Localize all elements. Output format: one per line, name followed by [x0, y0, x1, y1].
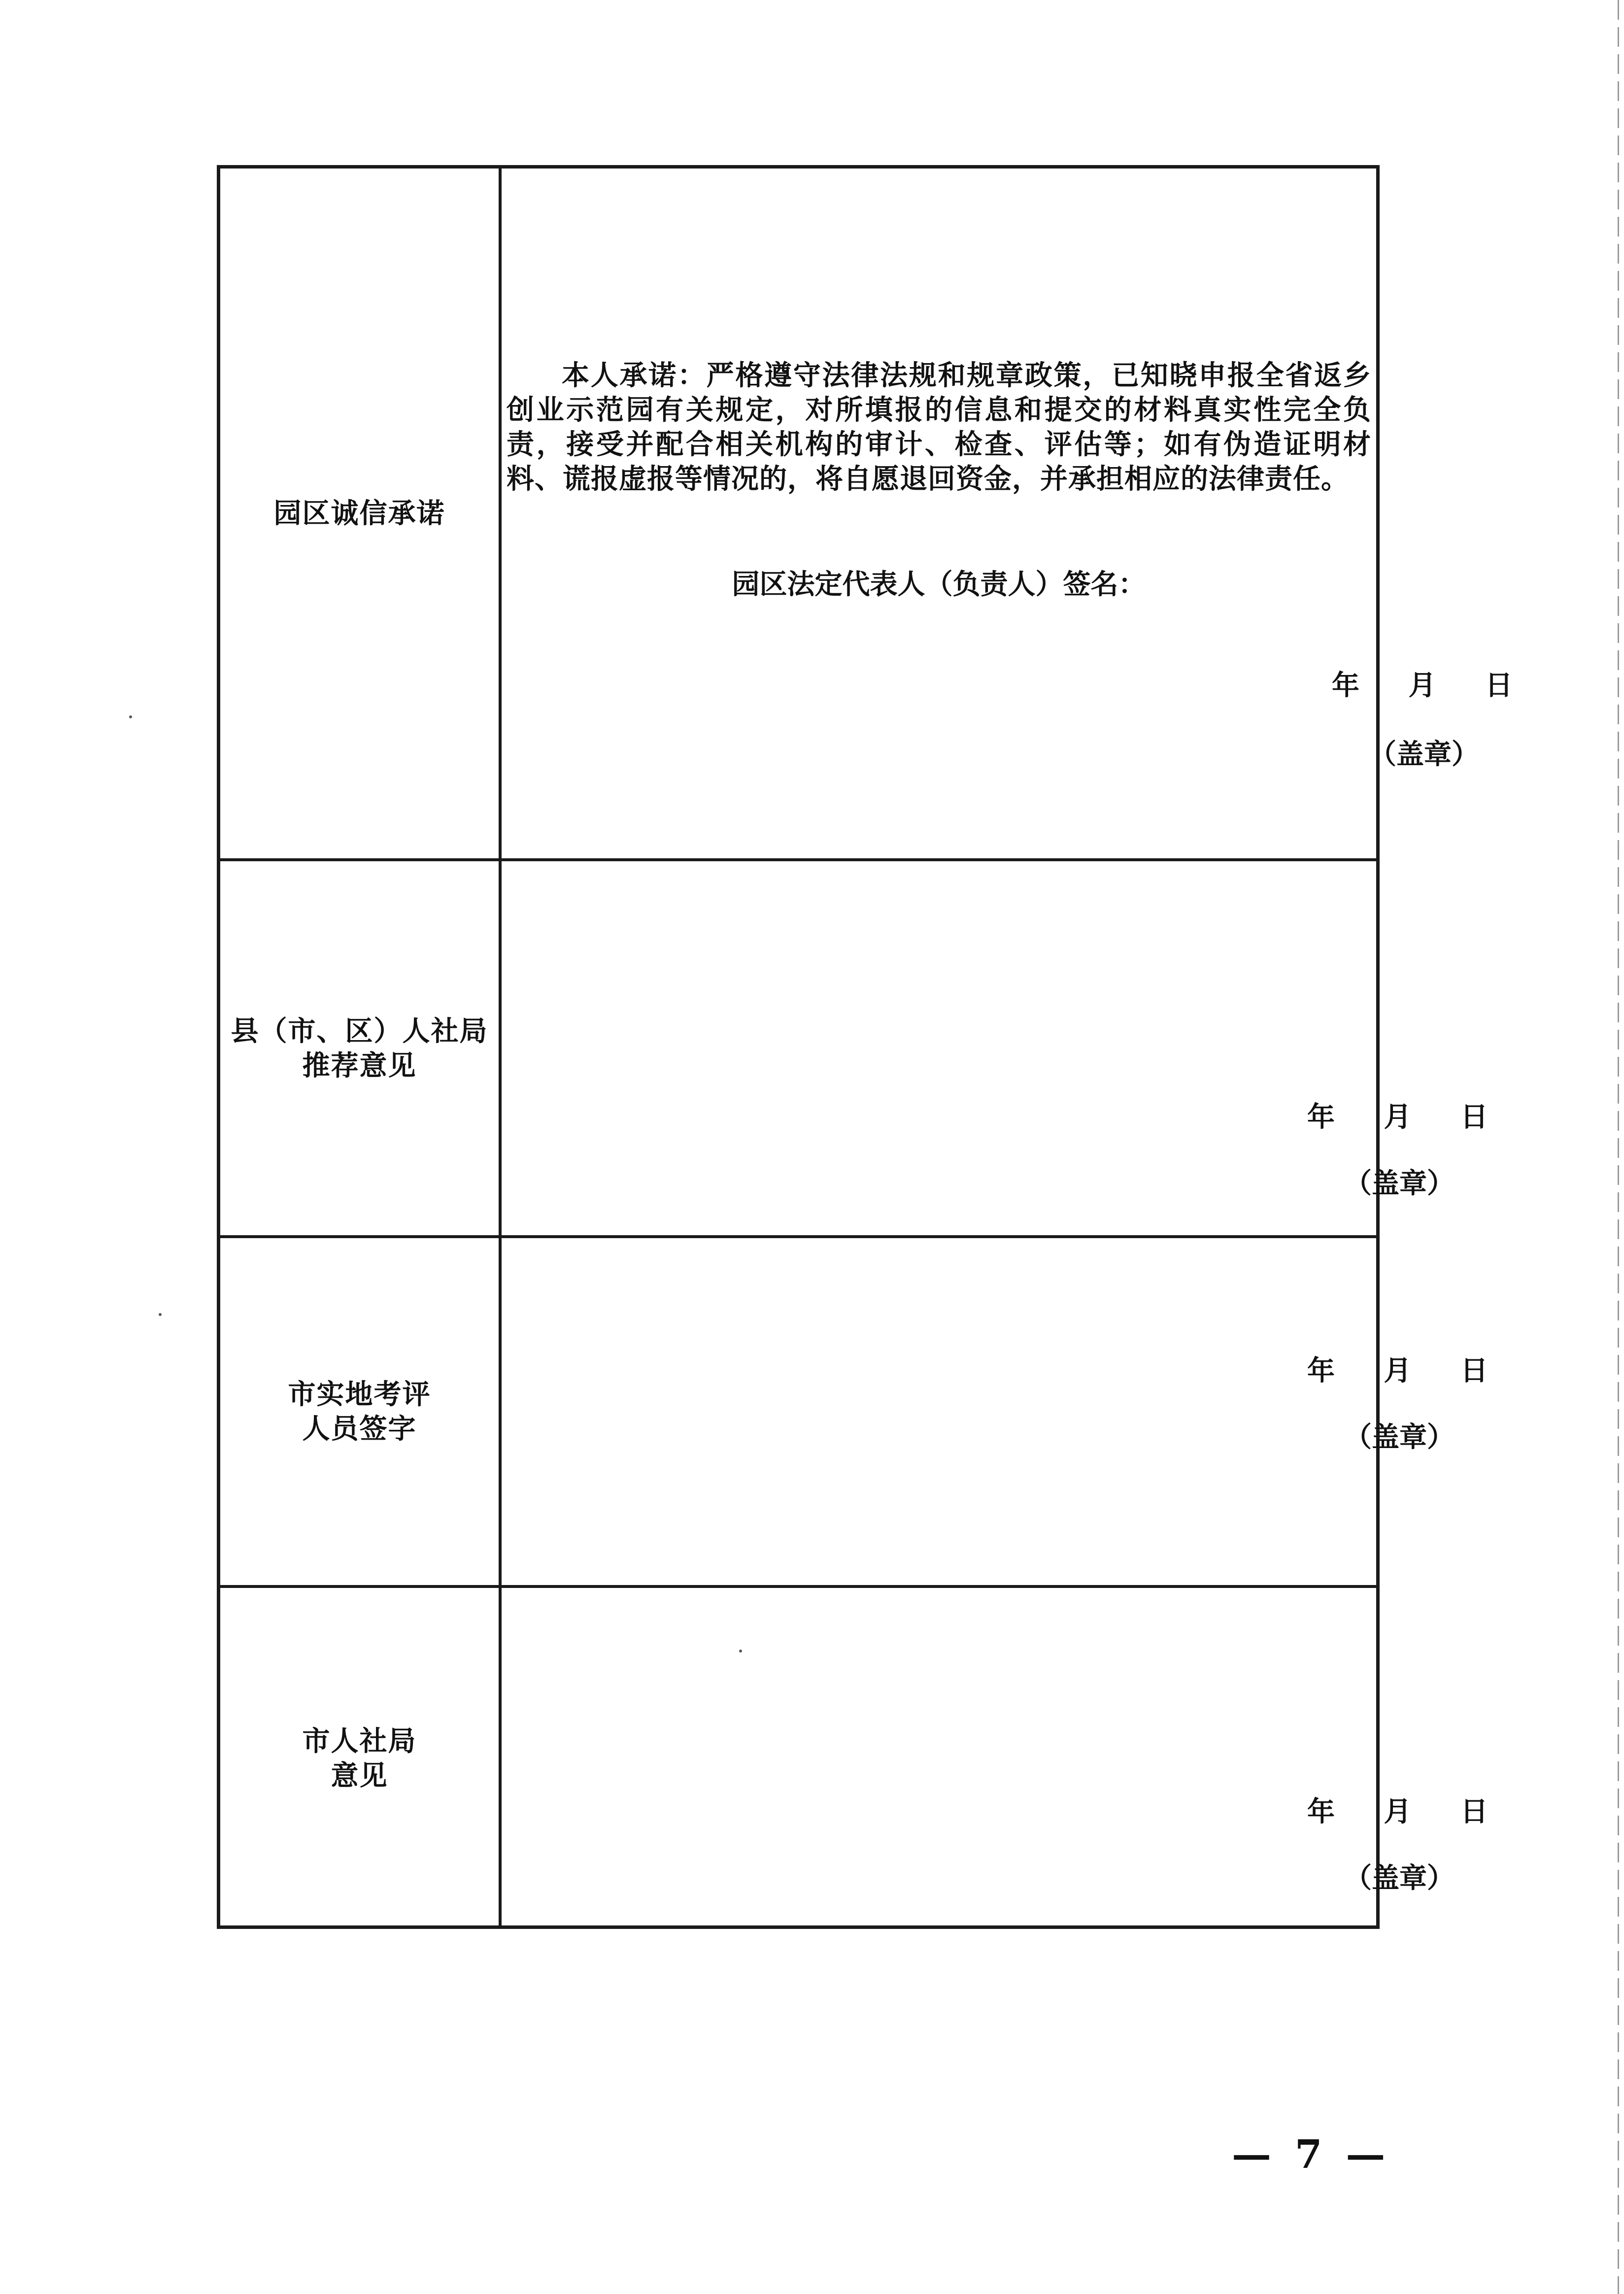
integrity-seal: （盖章） — [1369, 738, 1479, 771]
row-city-inspection — [220, 1238, 1488, 1585]
signature-line: 园区法定代表人（负责人）签名： — [732, 568, 1146, 601]
county-recommendation-content — [502, 861, 1488, 1235]
scan-edge-line — [1618, 0, 1619, 2294]
city-bureau-content — [502, 1588, 1488, 1929]
date-year: 年 — [1307, 1795, 1335, 1828]
date-day: 日 — [1485, 669, 1513, 702]
scan-speck — [739, 1650, 742, 1653]
date-month: 月 — [1408, 669, 1436, 702]
city-label-line2: 意见 — [331, 1759, 388, 1792]
county-date — [1307, 1095, 1488, 1135]
integrity-pledge-label: 园区诚信承诺 — [273, 497, 445, 530]
date-month: 月 — [1384, 1795, 1412, 1828]
row-integrity-pledge — [220, 169, 1513, 858]
inspection-date — [1307, 1349, 1488, 1388]
inspection-label-line1: 市实地考评 — [288, 1378, 431, 1411]
date-day: 日 — [1460, 1354, 1488, 1387]
integrity-date — [1332, 664, 1513, 703]
county-seal: （盖章） — [1344, 1167, 1455, 1200]
row-city-bureau-opinion — [220, 1588, 1488, 1929]
inspection-label-line2: 人员签字 — [302, 1413, 417, 1445]
city-seal: （盖章） — [1344, 1862, 1455, 1894]
county-recommendation-label — [220, 861, 499, 1235]
county-label-line2: 推荐意见 — [302, 1049, 417, 1082]
scan-speck — [129, 715, 132, 718]
pledge-text: 本人承诺：严格遵守法律法规和规章政策，已知晓申报全省返乡创业示范园有关规定，对所填报的信息和提交的材料真实性完全负责，接受并配合相关机构的审计、检查、评估等；如有伪造证明材料、谎报虚报等情况的，将自愿退回资金，并承担相应的法律责任。 — [507, 359, 1371, 495]
date-day: 日 — [1460, 1101, 1488, 1133]
city-date — [1307, 1790, 1488, 1829]
city-bureau-label — [220, 1588, 499, 1929]
inspection-seal: （盖章） — [1344, 1421, 1455, 1453]
date-year: 年 — [1307, 1354, 1335, 1387]
city-inspection-content — [502, 1238, 1488, 1585]
city-label-line1: 市人社局 — [302, 1725, 417, 1757]
date-month: 月 — [1384, 1354, 1412, 1387]
date-year: 年 — [1332, 669, 1359, 702]
integrity-pledge-content — [502, 169, 1513, 858]
date-year: 年 — [1307, 1101, 1335, 1133]
application-form-table — [217, 165, 1513, 1929]
page-number: — 7 — — [1232, 2131, 1390, 2177]
date-month: 月 — [1384, 1101, 1412, 1133]
row-county-recommendation — [220, 861, 1488, 1235]
scan-speck — [159, 1313, 162, 1316]
county-label-line1: 县（市、区）人社局 — [231, 1014, 488, 1047]
date-day: 日 — [1460, 1795, 1488, 1828]
city-inspection-label — [220, 1238, 499, 1585]
